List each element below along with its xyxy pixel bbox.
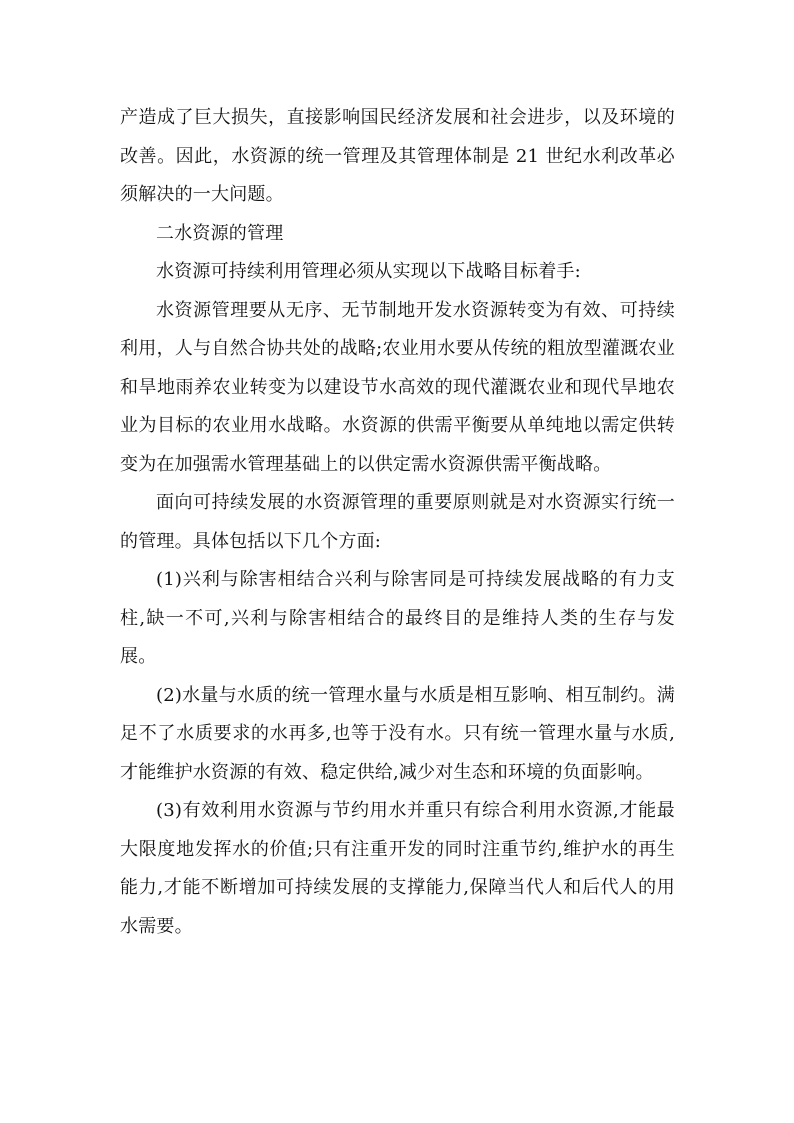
paragraph-strategy-intro: 水资源可持续利用管理必须从实现以下战略目标着手:: [156, 261, 581, 282]
document-body: [120, 99, 675, 946]
paragraph-item-3: (3)有效利用水资源与节约用水并重只有综合利用水资源,才能最大限度地发挥水的价值;只有注重开发的同时注重节约,维护水的再生能力,才能不断增加可持续发展的支撑能力,保障当代人和后代人的用水需要。: [120, 800, 675, 937]
paragraph-strategy-details: 水资源管理要从无序、无节制地开发水资源转变为有效、可持续利用，人与自然合协共处的战略;农业用水要从传统的粗放型灌溉农业和旱地雨养农业转变为以建设节水高效的现代灌溉农业和现代旱地农业为目标的农业用水战略。水资源的供需平衡要从单纯地以需定供转变为在加强需水管理基础上的以供定需水资源供需平衡战略。: [120, 299, 675, 475]
section-heading: 二水资源的管理: [156, 222, 284, 244]
paragraph-continuation: 产造成了巨大损失，直接影响国民经济发展和社会进步，以及环境的改善。因此，水资源的统一管理及其管理体制是 21 世纪水利改革必须解决的一大问题。: [120, 107, 675, 205]
paragraph-principle: 面向可持续发展的水资源管理的重要原则就是对水资源实行统一的管理。具体包括以下几个方面:: [120, 492, 675, 552]
paragraph-item-1: (1)兴利与除害相结合兴利与除害同是可持续发展战略的有力支柱,缺一不可,兴利与除害相结合的最终目的是维持人类的生存与发展。: [120, 569, 675, 667]
paragraph-item-2: (2)水量与水质的统一管理水量与水质是相互影响、相互制约。满足不了水质要求的水再多,也等于没有水。只有统一管理水量与水质,才能维护水资源的有效、稳定供给,减少对生态和环境的负面影响。: [120, 684, 675, 783]
